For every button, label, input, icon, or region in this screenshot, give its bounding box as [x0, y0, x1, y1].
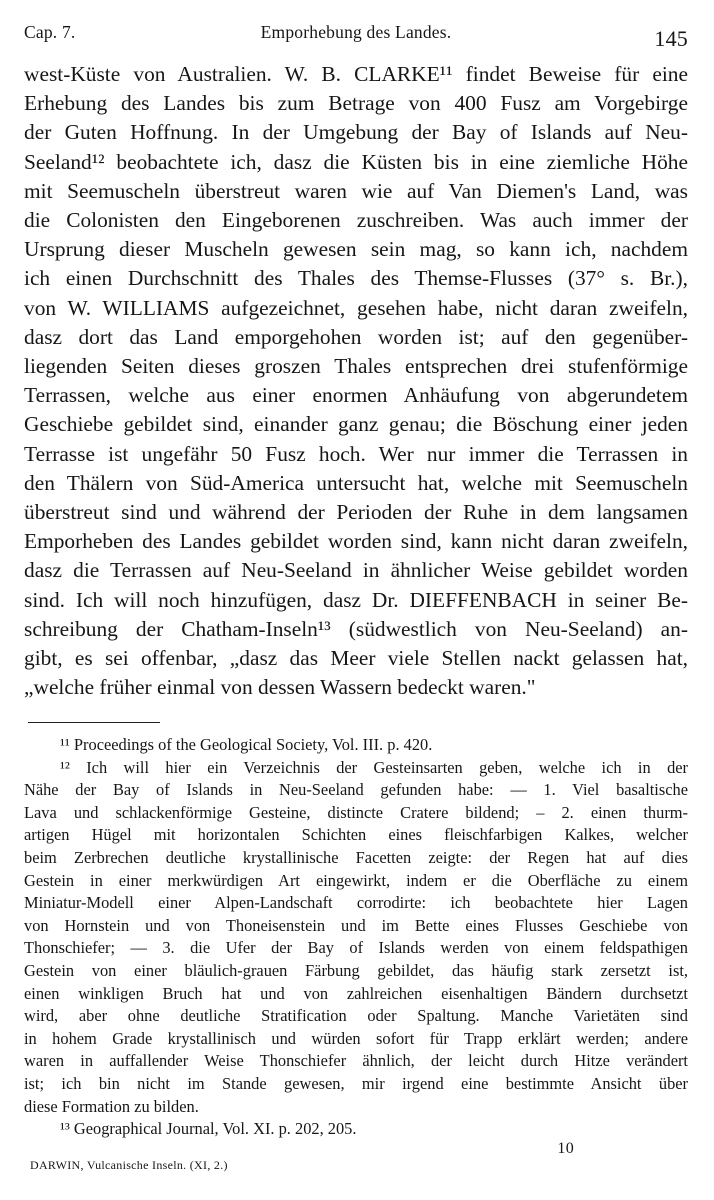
- footnote-line: ¹¹ Proceedings of the Geological Society, Vol. III. p. 420.: [60, 735, 433, 754]
- text-line: sind. Ich will noch hinzufügen, dasz Dr. DIEFFENBACH in seiner Be-: [24, 587, 688, 612]
- text-line: „welche früher einmal von dessen Wassern bedeckt waren.": [24, 675, 536, 700]
- footnote-line: Gestein von einer bläulich-grauen Färbung gebildet, das häufig stark zersetzt ist,: [24, 960, 688, 980]
- text-line: Emporheben des Landes gebildet worden sind, kann nicht daran zweifeln,: [24, 529, 688, 554]
- text-line: mit Seemuscheln überstreut waren wie auf Van Diemen's Land, was: [24, 178, 688, 203]
- text-line: dasz dort das Land emporgehohen worden ist; auf den gegenüber-: [24, 324, 688, 349]
- text-line: west-Küste von Australien. W. B. CLARKE¹¹ findet Beweise für eine: [24, 62, 688, 86]
- text-line: schreibung der Chatham-Inseln¹³ (südwestlich von Neu-Seeland) an-: [24, 616, 688, 641]
- footnote-line: ¹³ Geographical Journal, Vol. XI. p. 202, 205.: [60, 1119, 357, 1139]
- footnote-line: Miniatur-Modell einer Alpen-Landschaft corrodirte: ich beobachtete hier Lagen: [24, 893, 688, 913]
- text-line: Ursprung dieser Muscheln gewesen sein mag, so kann ich, nachdem: [24, 237, 688, 262]
- footnote-line: in hohem Grade krystallinisch und würden sofort für Trapp erklärt werden; andere: [24, 1028, 688, 1048]
- footnote-line: beim Zerbrechen deutliche krystallinische Facetten zeigte: der Regen hat auf dies: [24, 847, 688, 867]
- text-line: Terrassen, welche aus einer enormen Anhäufung von abgerundetem: [24, 383, 688, 408]
- text-line: dasz die Terrassen auf Neu-Seeland in ähnlicher Weise gebildet worden: [24, 558, 688, 583]
- footnote-line: waren in auffallender Weise Thonschiefer ähnlich, der leicht durch Hitze verändert: [24, 1051, 688, 1071]
- footnote-line: Nähe der Bay of Islands in Neu-Seeland gefunden habe: — 1. Viel basaltische: [24, 780, 688, 800]
- text-line: überstreut sind und während der Perioden der Ruhe in dem langsamen: [24, 500, 688, 525]
- footnote-divider: [28, 722, 160, 723]
- running-title: Emporhebung des Landes.: [260, 22, 452, 42]
- footnote-line: diese Formation zu bilden.: [24, 1096, 199, 1116]
- main-text: [24, 60, 688, 702]
- footnote-line: artigen Hügel mit horizontalen Schichten eines fleischfarbigen Kalkes, welcher: [24, 825, 688, 845]
- page-footer: [28, 1140, 614, 1176]
- footnote-line: ¹² Ich will hier ein Verzeichnis der Gesteinsarten geben, welche ich in der: [60, 757, 688, 777]
- text-line: Terrasse ist ungefähr 50 Fusz hoch. Wer nur immer die Terrassen in: [24, 441, 688, 466]
- page-number: 145: [654, 26, 688, 51]
- footnote-line: ist; ich bin nicht im Stande gewesen, mir irgend eine bestimmte Ansicht über: [24, 1073, 688, 1093]
- footnote-line: Gestein in einer merkwürdigen Art eingewirkt, indem er die Oberfläche zu einem: [24, 870, 688, 890]
- running-header: [24, 14, 688, 50]
- text-line: Geschiebe gebildet sind, einander ganz genau; die Böschung einer jeden: [24, 412, 688, 437]
- footnote-line: Lava und schlackenförmige Gesteine, distincte Cratere bildend; – 2. einen thurm-: [24, 802, 688, 822]
- footnote-line: wird, aber ohne deutliche Stratification oder Spaltung. Manche Varietäten sind: [24, 1006, 688, 1026]
- text-line: gibt, es sei offenbar, „dasz das Meer viele Stellen nackt gelassen hat,: [24, 646, 688, 671]
- footnotes: [24, 734, 688, 1141]
- text-line: Seeland¹² beobachtete ich, dasz die Küsten bis in eine ziemliche Höhe: [24, 149, 688, 174]
- sheet-number: 10: [557, 1140, 574, 1157]
- text-line: den Thälern von Süd-America untersucht hat, welche mit Seemuscheln: [24, 470, 688, 495]
- text-line: der Guten Hoffnung. In der Umgebung der Bay of Islands auf Neu-: [24, 120, 688, 145]
- footnote-line: Thonschiefer; — 3. die Ufer der Bay of Islands werden von einem feldspathigen: [24, 938, 688, 958]
- footnote-line: von Hornstein und von Thoneisenstein und im Bette eines Flusses Geschiebe von: [24, 915, 688, 935]
- footnote-line: einen winkligen Bruch hat und von zahlreichen eisenhaltigen Bändern durchsetzt: [24, 983, 688, 1003]
- text-line: die Colonisten den Eingeborenen zuschreiben. Was auch immer der: [24, 208, 688, 233]
- text-line: liegenden Seiten dieses groszen Thales entsprechen drei stufenförmige: [24, 354, 688, 379]
- text-line: ich einen Durchschnitt des Thales des Themse-Flusses (37° s. Br.),: [24, 266, 688, 291]
- text-line: Erhebung des Landes bis zum Betrage von 400 Fusz am Vorgebirge: [24, 91, 688, 116]
- chapter-label: Cap. 7.: [24, 22, 76, 42]
- signature-mark: DARWIN, Vulcanische Inseln. (XI, 2.): [30, 1158, 228, 1172]
- text-line: von W. WILLIAMS aufgezeichnet, gesehen habe, nicht daran zweifeln,: [24, 295, 688, 320]
